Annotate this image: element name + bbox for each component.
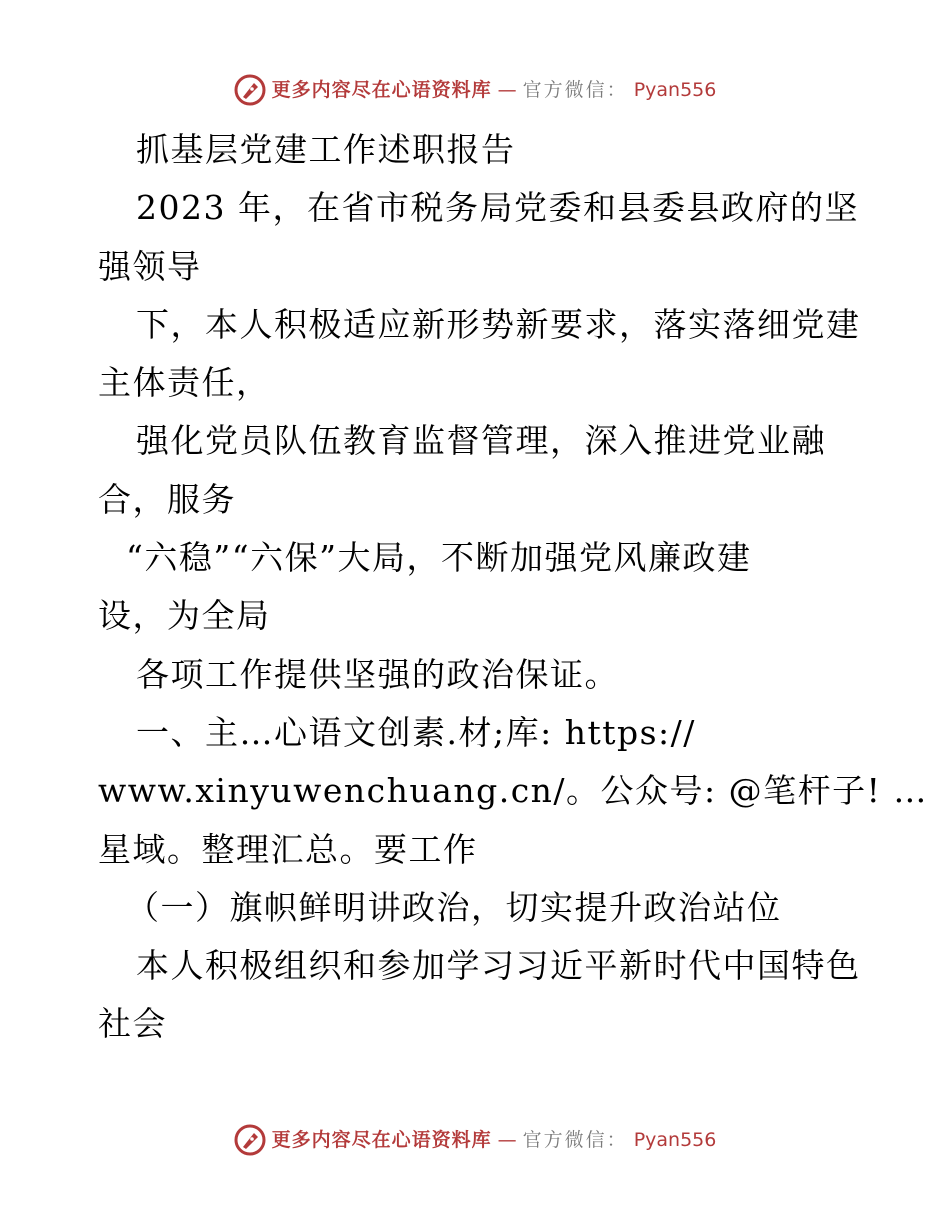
banner-dash: — (497, 79, 517, 101)
paragraph-line: 主体责任， (98, 363, 271, 403)
pen-nib-logo-icon (234, 74, 266, 106)
paragraph-line: 强领导 (98, 246, 202, 286)
footer-banner (0, 1124, 950, 1156)
banner-wechat-id: Pyan556 (633, 79, 717, 101)
paragraph-line: “六稳”“六保”大局，不断加强党风廉政建 (126, 538, 752, 578)
paragraph-line: www.xinyuwenchuang.cn/。公众号: @笔杆子! … (98, 771, 928, 811)
pen-nib-logo-icon (234, 1124, 266, 1156)
paragraph-line: 社会 (98, 1004, 167, 1044)
paragraph-line: 设，为全局 (98, 596, 271, 636)
paragraph-line: 星域。整理汇总。要工作 (98, 829, 478, 869)
banner-text: 更多内容尽在心语资料库 (271, 1129, 492, 1151)
banner-text: 更多内容尽在心语资料库 (271, 79, 492, 101)
paragraph-line: 强化党员队伍教育监督管理，深入推进党业融 (136, 421, 826, 461)
paragraph-line: 本人积极组织和参加学习习近平新时代中国特色 (136, 946, 861, 986)
header-banner (0, 74, 950, 106)
paragraph-line: 各项工作提供坚强的政治保证。 (136, 654, 619, 694)
banner-dash: — (497, 1129, 517, 1151)
banner-wechat-label: 官方微信： (522, 1129, 628, 1151)
subsection-heading: （一）旗帜鲜明讲政治，切实提升政治站位 (126, 887, 782, 927)
document-body (98, 121, 928, 1054)
document-title: 抓基层党建工作述职报告 (136, 130, 516, 169)
section-heading: 一、主…心语文创素.材;库: https:// (136, 712, 696, 752)
banner-wechat-label: 官方微信： (522, 79, 628, 101)
paragraph-line: 合，服务 (98, 479, 236, 519)
paragraph-line: 下，本人积极适应新形势新要求，落实落细党建 (136, 304, 861, 344)
banner-wechat-id: Pyan556 (633, 1129, 717, 1151)
paragraph-line: 2023 年，在省市税务局党委和县委县政府的坚 (136, 188, 859, 228)
